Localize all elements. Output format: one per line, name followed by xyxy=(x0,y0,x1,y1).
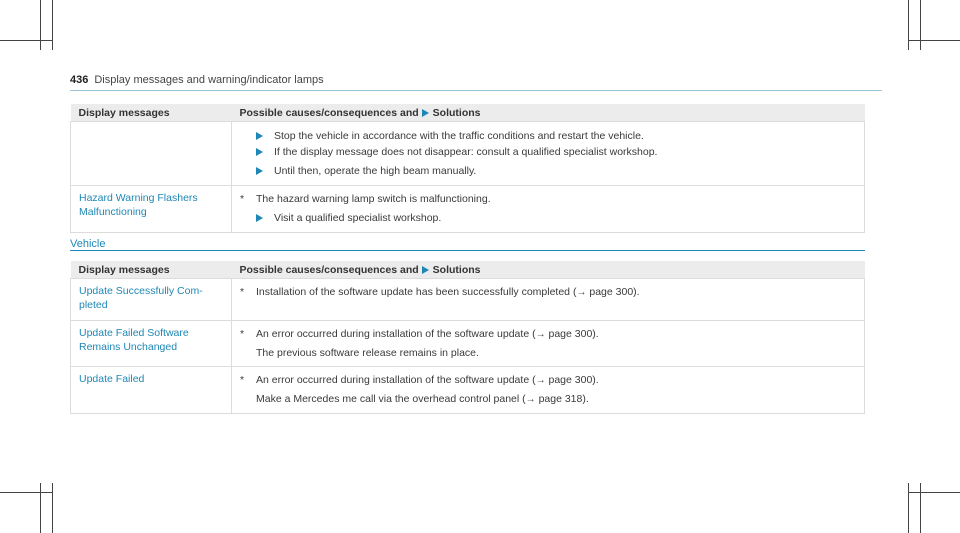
crop-mark xyxy=(920,0,921,50)
cause-note: Make a Mercedes me call via the overhead control panel (→ page 318). xyxy=(256,393,589,405)
star-marker: * xyxy=(240,328,245,340)
message-cell xyxy=(71,122,232,186)
page-header-title: Display messages and warning/indicator lamps xyxy=(94,74,324,86)
table-row xyxy=(71,122,865,186)
message-cell: Update Failed Software Remains Unchanged xyxy=(71,321,232,367)
play-arrow-icon xyxy=(256,214,263,222)
section-rule xyxy=(70,250,865,251)
solution-cell xyxy=(232,321,865,367)
column-header-causes: Possible causes/consequences and Solutions xyxy=(232,261,865,279)
crop-mark xyxy=(40,0,41,50)
solution-cell xyxy=(232,367,865,414)
column-header-causes: Possible causes/consequences and Solutions xyxy=(232,104,865,122)
table-row xyxy=(71,186,865,233)
running-header xyxy=(70,74,324,86)
display-messages-table-2 xyxy=(70,261,865,414)
play-arrow-icon xyxy=(256,167,263,175)
crop-mark xyxy=(0,492,52,493)
solution-cell xyxy=(232,279,865,321)
crop-mark xyxy=(52,0,53,50)
star-marker: * xyxy=(240,193,245,205)
crop-mark xyxy=(908,0,909,50)
solution-step: Visit a qualified specialist workshop. xyxy=(240,211,856,225)
cause-item: * An error occurred during installation of the software update (→ page 300). xyxy=(240,374,599,386)
solution-step: Stop the vehicle in accordance with the traffic conditions and restart the vehicle. xyxy=(240,129,856,143)
table-header-row xyxy=(71,104,865,122)
star-marker: * xyxy=(240,286,245,298)
table-header-row xyxy=(71,261,865,279)
cause-note: The previous software release remains in place. xyxy=(256,347,479,359)
page-reference-link[interactable]: page 300 xyxy=(589,286,634,298)
crop-mark xyxy=(908,40,960,41)
solution-step: If the display message does not disappear: consult a qualified specialist workshop. xyxy=(240,145,856,159)
solution-cell xyxy=(232,186,865,233)
page-reference-link[interactable]: page 318 xyxy=(538,393,583,405)
solution-step: Until then, operate the high beam manually. xyxy=(240,164,856,178)
page-reference-link[interactable]: page 300 xyxy=(548,328,593,340)
star-marker: * xyxy=(240,374,245,386)
cause-item: * Installation of the software update has been successfully completed (→ page 300). xyxy=(240,286,640,298)
play-arrow-icon xyxy=(422,266,429,274)
cause-item: * An error occurred during installation of the software update (→ page 300). xyxy=(240,328,599,340)
crop-mark xyxy=(0,40,52,41)
table-row xyxy=(71,367,865,414)
section-title: Vehicle xyxy=(70,238,106,250)
message-cell: Update Successfully Com- pleted xyxy=(71,279,232,321)
display-messages-table-1 xyxy=(70,104,865,233)
play-arrow-icon xyxy=(256,148,263,156)
message-cell: Update Failed xyxy=(71,367,232,414)
message-cell: Hazard Warning Flashers Malfunctioning xyxy=(71,186,232,233)
crop-mark xyxy=(40,483,41,533)
page-number: 436 xyxy=(70,74,89,86)
crop-mark xyxy=(908,492,960,493)
header-rule xyxy=(70,90,882,91)
arrow-right-icon: → xyxy=(525,394,536,405)
table-row xyxy=(71,321,865,367)
arrow-right-icon: → xyxy=(535,375,546,386)
table-row xyxy=(71,279,865,321)
column-header-messages: Display messages xyxy=(71,104,232,122)
solution-cell xyxy=(232,122,865,186)
crop-mark xyxy=(920,483,921,533)
play-arrow-icon xyxy=(256,132,263,140)
arrow-right-icon: → xyxy=(576,287,587,298)
page-reference-link[interactable]: page 300 xyxy=(548,374,593,386)
play-arrow-icon xyxy=(422,109,429,117)
crop-mark xyxy=(908,483,909,533)
arrow-right-icon: → xyxy=(535,329,546,340)
cause-item: * The hazard warning lamp switch is malfunctioning. xyxy=(240,193,491,205)
column-header-messages: Display messages xyxy=(71,261,232,279)
crop-mark xyxy=(52,483,53,533)
